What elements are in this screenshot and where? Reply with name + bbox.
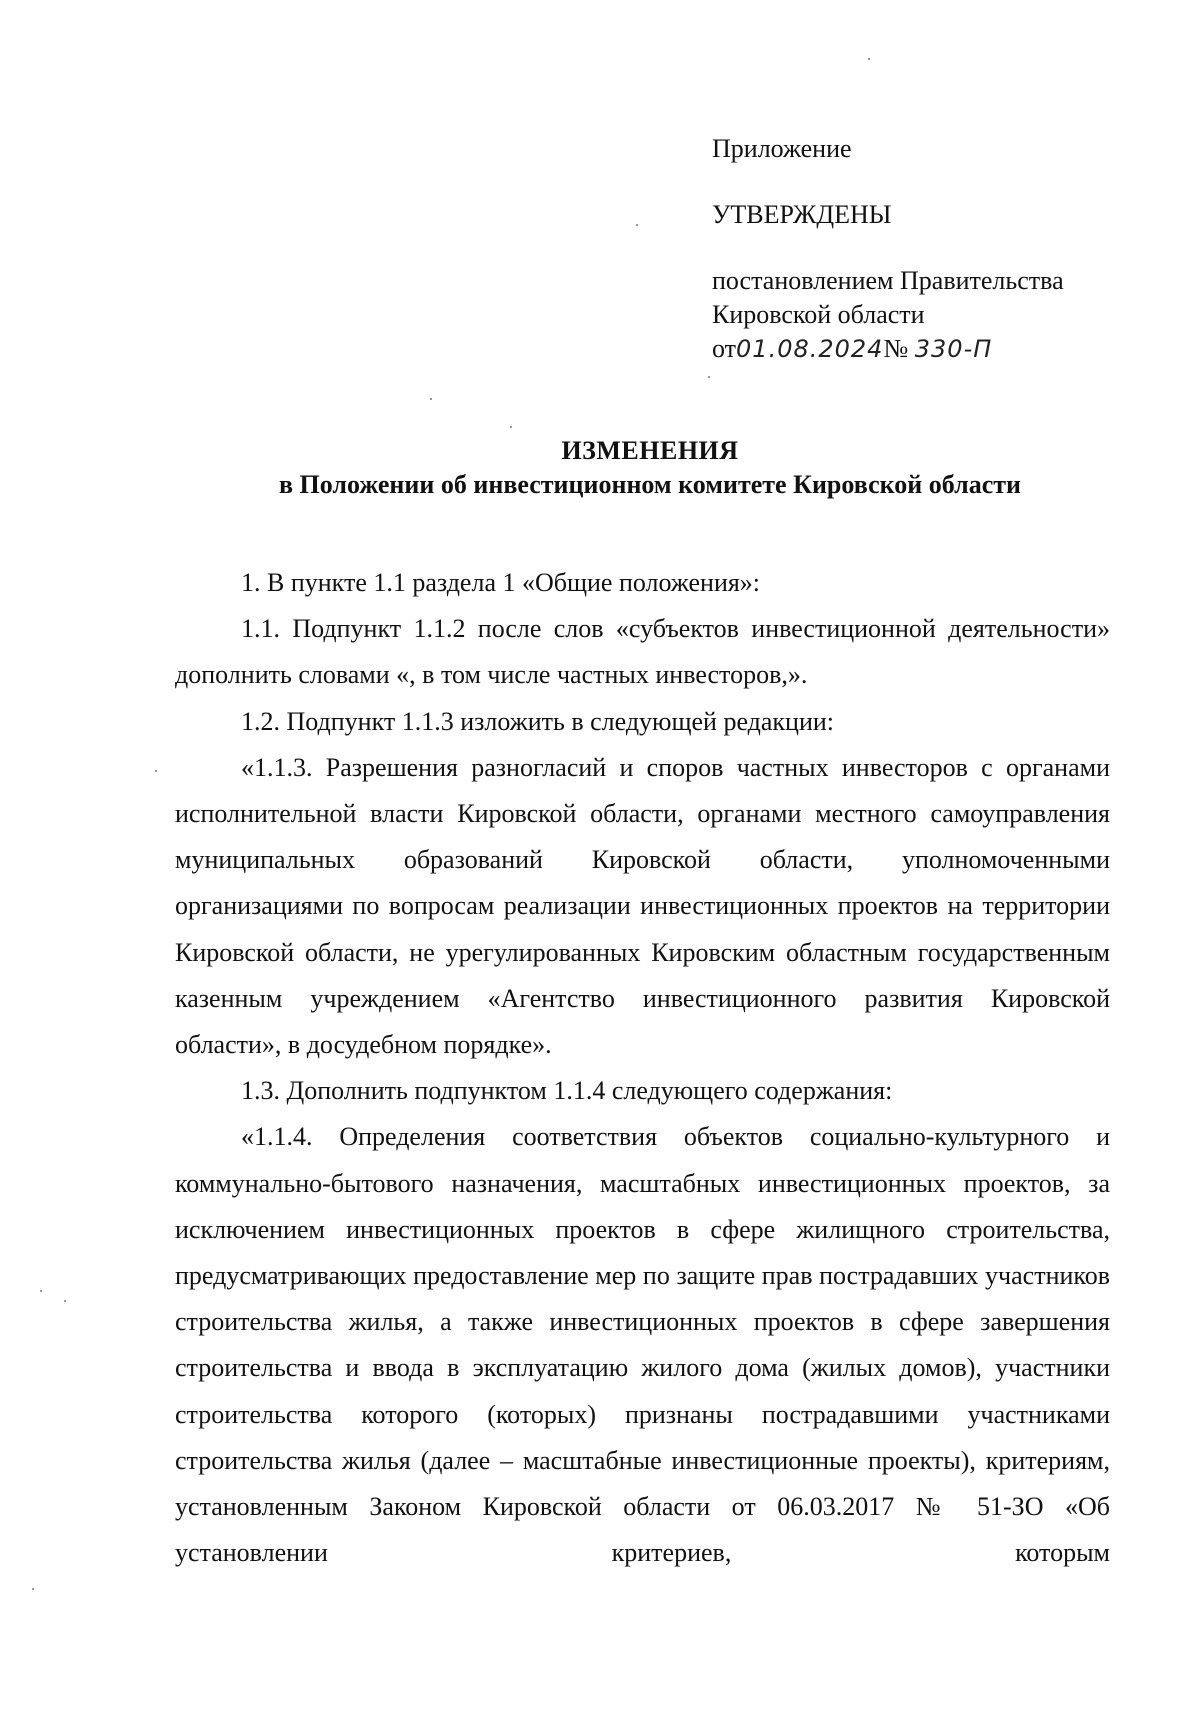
- scan-speck: [40, 1290, 42, 1292]
- scan-speck: [708, 376, 710, 378]
- document-title: ИЗМЕНЕНИЯ: [561, 436, 739, 465]
- scan-speck: [636, 224, 638, 226]
- scan-speck: [868, 58, 870, 60]
- paragraph: 1. В пункте 1.1 раздела 1 «Общие положения»:: [241, 568, 761, 597]
- document-subtitle: в Положении об инвестиционном комитете Кировской области: [279, 470, 1021, 499]
- resolution-reference: [712, 264, 1064, 366]
- scan-speck: [64, 1300, 66, 1302]
- paragraph: «1.1.4. Определения соответствия объектов социально-культурного и коммунально-бытового назначения, масштабных инвестиционных проектов, за исключением инвестиционных проектов в сфере жилищного строительства, предусматривающих предоставление мер по защите прав пострадавших участников строительства жилья, а также инвестиционных проектов в сфере завершения строительства и ввода в эксплуатацию жилого дома (жилых домов), участники строительства которого (которых) признаны пострадавшими участниками строительства жилья (далее – масштабные инвестиционные проекты), критериям, установленным Законом Кировской области от 06.03.2017 № 51-ЗО «Об установлении критериев, которым: [175, 1122, 1110, 1568]
- paragraph: 1.2. Подпункт 1.1.3 изложить в следующей редакции:: [241, 706, 835, 736]
- paragraph: «1.1.3. Разрешения разногласий и споров частных инвесторов с органами исполнительной власти Кировской области, органами местного самоуправления муниципальных образований Кировской области, уполномоченными организациями по вопросам реализации инвестиционных проектов на территории Кировской области, не урегулированных Кировским областным государственным казенным учреждением «Агентство инвестиционного развития Кировской области», в досудебном порядке».: [175, 752, 1110, 1060]
- resolution-line-2: Кировской области: [712, 300, 925, 329]
- handwritten-date: 01.08.2024: [736, 335, 884, 363]
- handwritten-number: 330-П: [914, 335, 993, 363]
- appendix-label: Приложение: [712, 134, 852, 163]
- document-heading: [175, 434, 1125, 502]
- scan-speck: [510, 426, 512, 428]
- number-sign: №: [883, 334, 909, 363]
- resolution-line-1: постановлением Правительства: [712, 266, 1064, 295]
- document-body: [175, 560, 1110, 1576]
- date-prefix: от: [712, 334, 737, 363]
- scan-speck: [32, 1588, 34, 1590]
- paragraph: 1.3. Дополнить подпунктом 1.1.4 следующего содержания:: [241, 1076, 893, 1106]
- scan-speck: [155, 770, 157, 772]
- scan-speck: [430, 398, 432, 400]
- resolution-date-line: [712, 332, 1064, 366]
- paragraph: 1.1. Подпункт 1.1.2 после слов «субъектов инвестиционной деятельности» дополнить словами «, в том числе частных инвесторов,».: [175, 614, 1110, 690]
- approved-label: УТВЕРЖДЕНЫ: [712, 200, 892, 229]
